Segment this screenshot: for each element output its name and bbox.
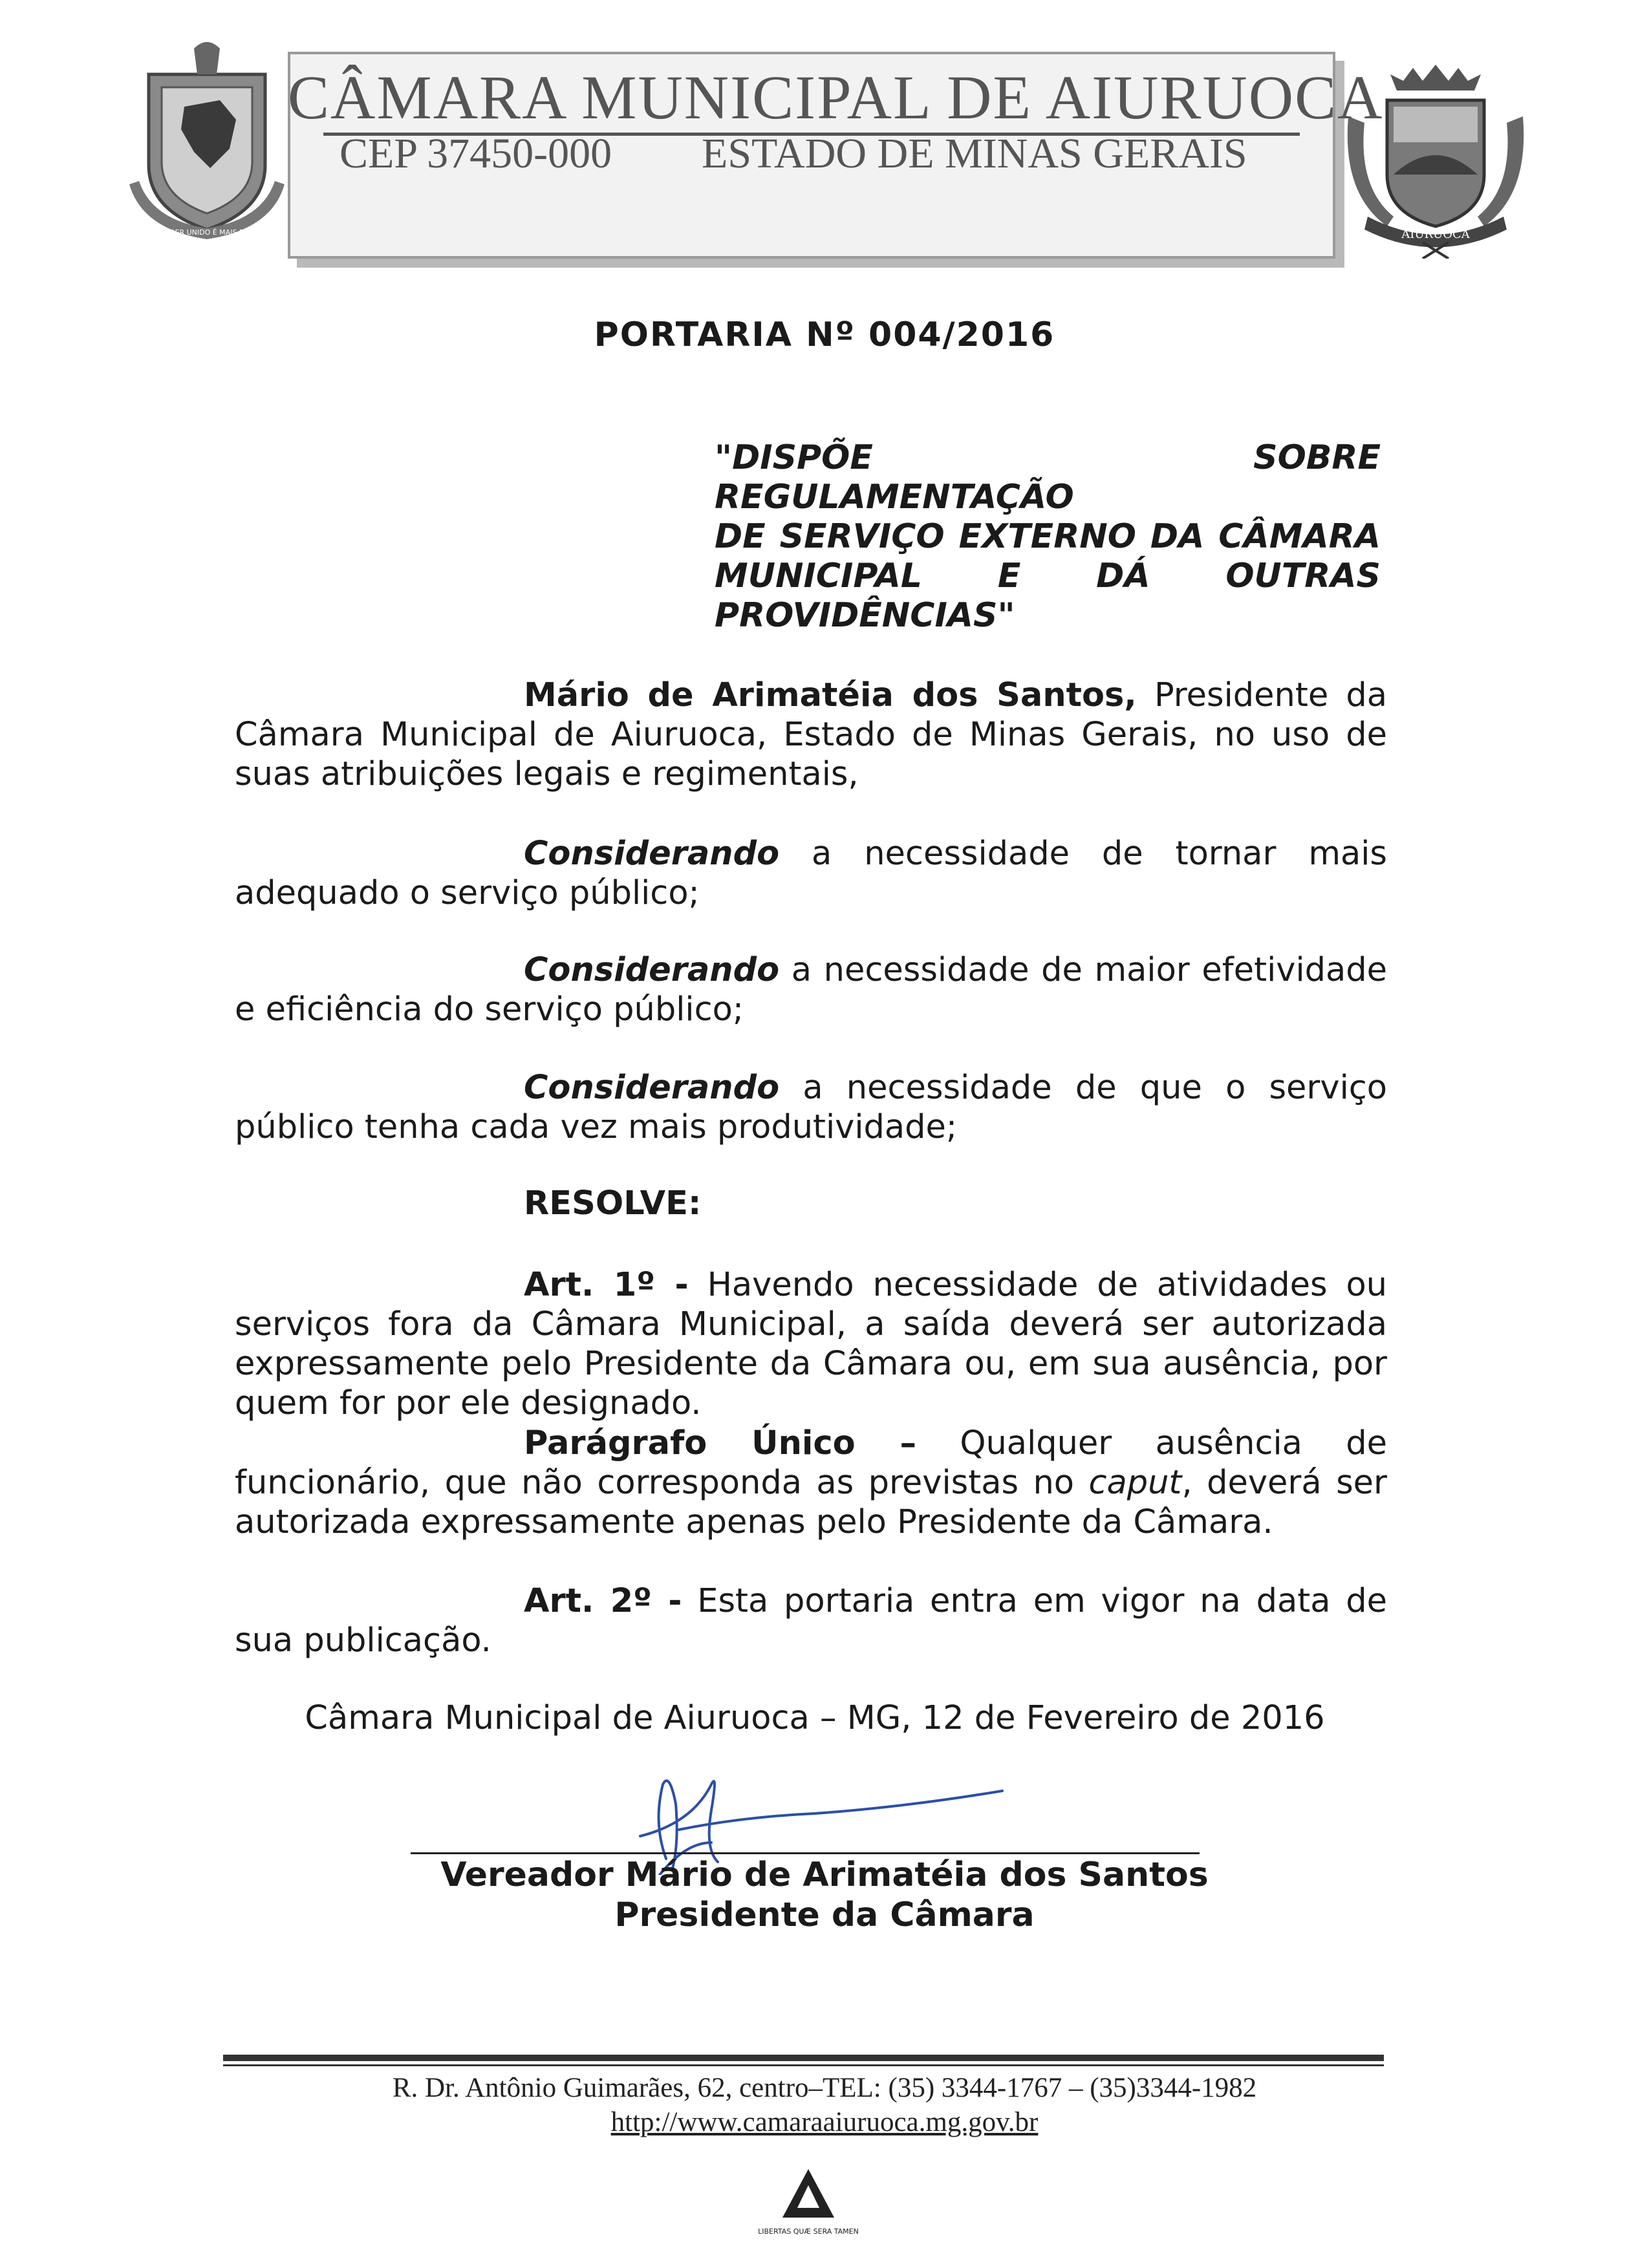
municipal-crest-left-logo <box>123 36 291 242</box>
sole-paragraph-text: Qualquer ausência de funcionário, que não corresponda as previstas no <box>235 1424 1387 1502</box>
considerando-keyword: Considerando <box>524 835 780 873</box>
considerando-text: a necessidade de tornar mais adequado o serviço público; <box>235 835 1387 912</box>
footer-divider-thick <box>223 2055 1384 2061</box>
considerando-text: a necessidade de maior efetividade e eficiência do serviço público; <box>235 951 1387 1029</box>
footer-address: R. Dr. Antônio Guimarães, 62, centro–TEL: (35) 3344-1767 – (35)3344-1982 <box>392 2073 1257 2103</box>
footer-url[interactable]: http://www.camaraaiuruoca.mg.gov.br <box>610 2107 1039 2137</box>
signer-role: Presidente da Câmara <box>614 1896 1035 1934</box>
considerando-text: a necessidade de que o serviço público tenha cada vez mais produtividade; <box>235 1069 1387 1146</box>
article-1 <box>235 1265 1387 1423</box>
footer-website-link[interactable] <box>0 2106 1649 2138</box>
article-2 <box>235 1581 1387 1660</box>
ementa-line: DE SERVIÇO EXTERNO DA CÂMARA <box>715 517 1381 556</box>
footer-divider-thin <box>223 2064 1384 2066</box>
document-title: PORTARIA Nº 004/2016 <box>594 316 1055 354</box>
article-label: Art. 2º - <box>524 1582 682 1620</box>
crest-banner: AIURUOCA <box>1401 228 1470 241</box>
ementa-line: PROVIDÊNCIAS" <box>715 596 1015 635</box>
article-text: Havendo necessidade de atividades ou serviços fora da Câmara Municipal, a saída deverá ser autorizada expressamente pelo Presidente da Câmara ou, em sua ausência, por quem for por ele designado. <box>235 1266 1387 1422</box>
ementa <box>715 438 1381 636</box>
sole-paragraph <box>235 1424 1387 1542</box>
triangle-motto: LIBERTAS QUÆ SERA TAMEN <box>758 2227 859 2236</box>
article-label: Art. 1º - <box>524 1266 689 1304</box>
crest-motto: O PODER UNIDO É MAIS FORTE <box>151 228 263 237</box>
ementa-line: MUNICIPAL E DÁ OUTRAS <box>715 557 1381 595</box>
article-text: Esta portaria entra em vigor na data de sua publicação. <box>235 1582 1387 1660</box>
preamble-paragraph <box>235 676 1387 794</box>
letterhead-cep: CEP 37450-000 <box>339 130 612 177</box>
ementa-line: "DISPÕE SOBRE REGULAMENTAÇÃO <box>715 438 1381 517</box>
considerando-keyword: Considerando <box>524 951 780 989</box>
preamble-text: Presidente da Câmara Municipal de Aiuruoca, Estado de Minas Gerais, no uso de suas atribuições legais e regimentais, <box>235 676 1387 793</box>
minas-gerais-triangle-icon <box>753 2140 863 2237</box>
caput-term: caput <box>1088 1464 1182 1502</box>
signature-line <box>411 1852 1200 1854</box>
considerando-paragraph <box>235 950 1387 1029</box>
sole-paragraph-label: Parágrafo Único – <box>524 1424 917 1462</box>
letterhead-state: ESTADO DE MINAS GERAIS <box>702 130 1247 177</box>
considerando-keyword: Considerando <box>524 1069 780 1107</box>
sole-paragraph-text-end: , deverá ser autorizada expressamente apenas pelo Presidente da Câmara. <box>235 1464 1387 1541</box>
considerando-paragraph <box>235 1068 1387 1147</box>
considerando-paragraph <box>235 834 1387 913</box>
place-and-date: Câmara Municipal de Aiuruoca – MG, 12 de Fevereiro de 2016 <box>305 1699 1325 1737</box>
resolve-heading: RESOLVE: <box>524 1184 702 1223</box>
letterhead-title: CÂMARA MUNICIPAL DE AIURUOCA <box>288 63 1384 132</box>
signer-name: Vereador Mário de Arimatéia dos Santos <box>440 1856 1209 1894</box>
president-name: Mário de Arimatéia dos Santos, <box>524 676 1137 714</box>
